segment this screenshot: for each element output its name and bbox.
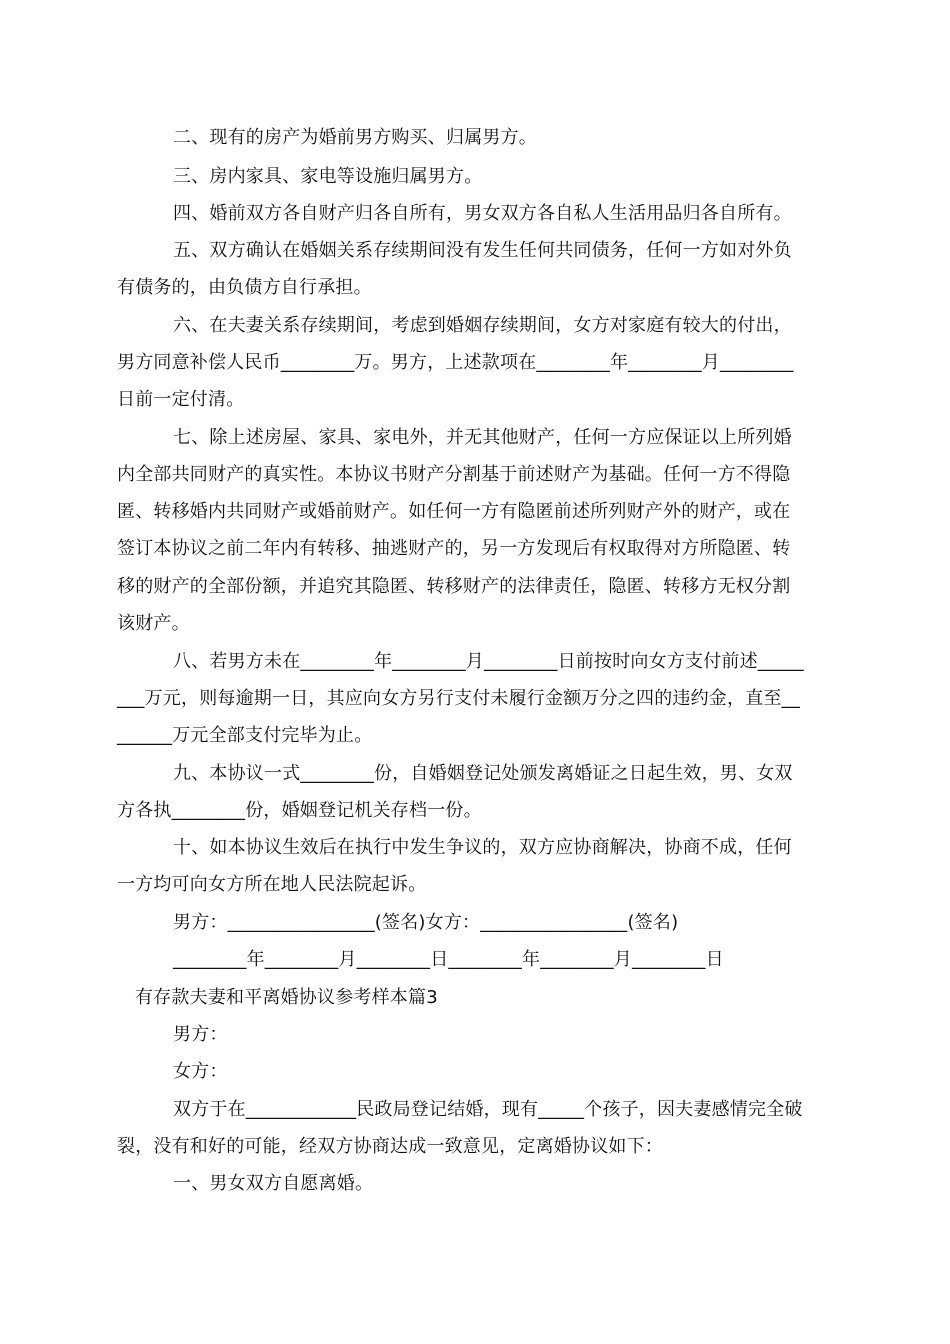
clause-7-line-2: 内全部共同财产的真实性。本协议书财产分割基于前述财产为基础。任何一方不得隐 [117, 464, 791, 485]
clause-7-line-1: 七、除上述房屋、家具、家电外，并无其他财产，任何一方应保证以上所列婚 [173, 427, 792, 448]
clause-7-line-6: 该财产。 [117, 613, 190, 634]
clause-7-line-3: 匿、转移婚内共同财产或婚前财产。如任何一方有隐匿前述所列财产外的财产，或在 [117, 501, 791, 522]
clause-9-line-1: 九、本协议一式________份，自婚姻登记处颁发离婚证之日起生效，男、女双 [173, 763, 793, 784]
clause-5-line-2: 有债务的，由负债方自行承担。 [117, 277, 372, 298]
clause-4: 四、婚前双方各自财产归各自所有，男女双方各自私人生活用品归各自所有。 [173, 203, 792, 224]
clause-10-line-1: 十、如本协议生效后在执行中发生争议的，双方应协商解决，协商不成，任何 [173, 837, 792, 858]
party-female: 女方： [173, 1061, 228, 1082]
clause-7-line-5: 移的财产的全部份额，并追究其隐匿、转移财产的法律责任，隐匿、转移方无权分割 [117, 576, 791, 597]
section-title: 有存款夫妻和平离婚协议参考样本篇3 [135, 987, 438, 1008]
clause-8-line-1: 八、若男方未在________年________月________日前按时向女方支付前述_____ [173, 651, 804, 672]
date-line: ________年________月________日________年________月________日 [173, 949, 724, 970]
clause-3: 三、房内家具、家电等设施归属男方。 [173, 166, 483, 187]
clause-6-line-1: 六、在夫妻关系存续期间，考虑到婚姻存续期间，女方对家庭有较大的付出， [173, 315, 792, 336]
clause-6-line-3: 日前一定付清。 [117, 389, 245, 410]
clause-10-line-2: 一方均可向女方所在地人民法院起诉。 [117, 874, 427, 895]
clause-1: 一、男女双方自愿离婚。 [173, 1173, 374, 1194]
clause-8-line-2: ___万元，则每逾期一日，其应向女方另行支付未履行金额万分之四的违约金，直至__ [117, 688, 800, 709]
intro-line-1: 双方于在____________民政局登记结婚，现有_____个孩子，因夫妻感情完全破 [173, 1099, 803, 1120]
signature-line: 男方：________________(签名)女方：________________(签名) [173, 912, 679, 933]
party-male: 男方： [173, 1024, 228, 1045]
clause-8-line-3: ______万元全部支付完毕为止。 [117, 725, 373, 746]
intro-line-2: 裂，没有和好的可能，经双方协商达成一致意见，定离婚协议如下： [117, 1136, 663, 1157]
clause-6-line-2: 男方同意补偿人民币________万。男方，上述款项在________年________月________ [117, 352, 794, 373]
clause-2: 二、现有的房产为婚前男方购买、归属男方。 [173, 127, 537, 148]
clause-7-line-4: 签订本协议之前二年内有转移、抽逃财产的，另一方发现后有权取得对方所隐匿、转 [117, 538, 791, 559]
clause-5-line-1: 五、双方确认在婚姻关系存续期间没有发生任何共同债务，任何一方如对外负 [173, 240, 792, 261]
clause-9-line-2: 方各执________份，婚姻登记机关存档一份。 [117, 800, 482, 821]
